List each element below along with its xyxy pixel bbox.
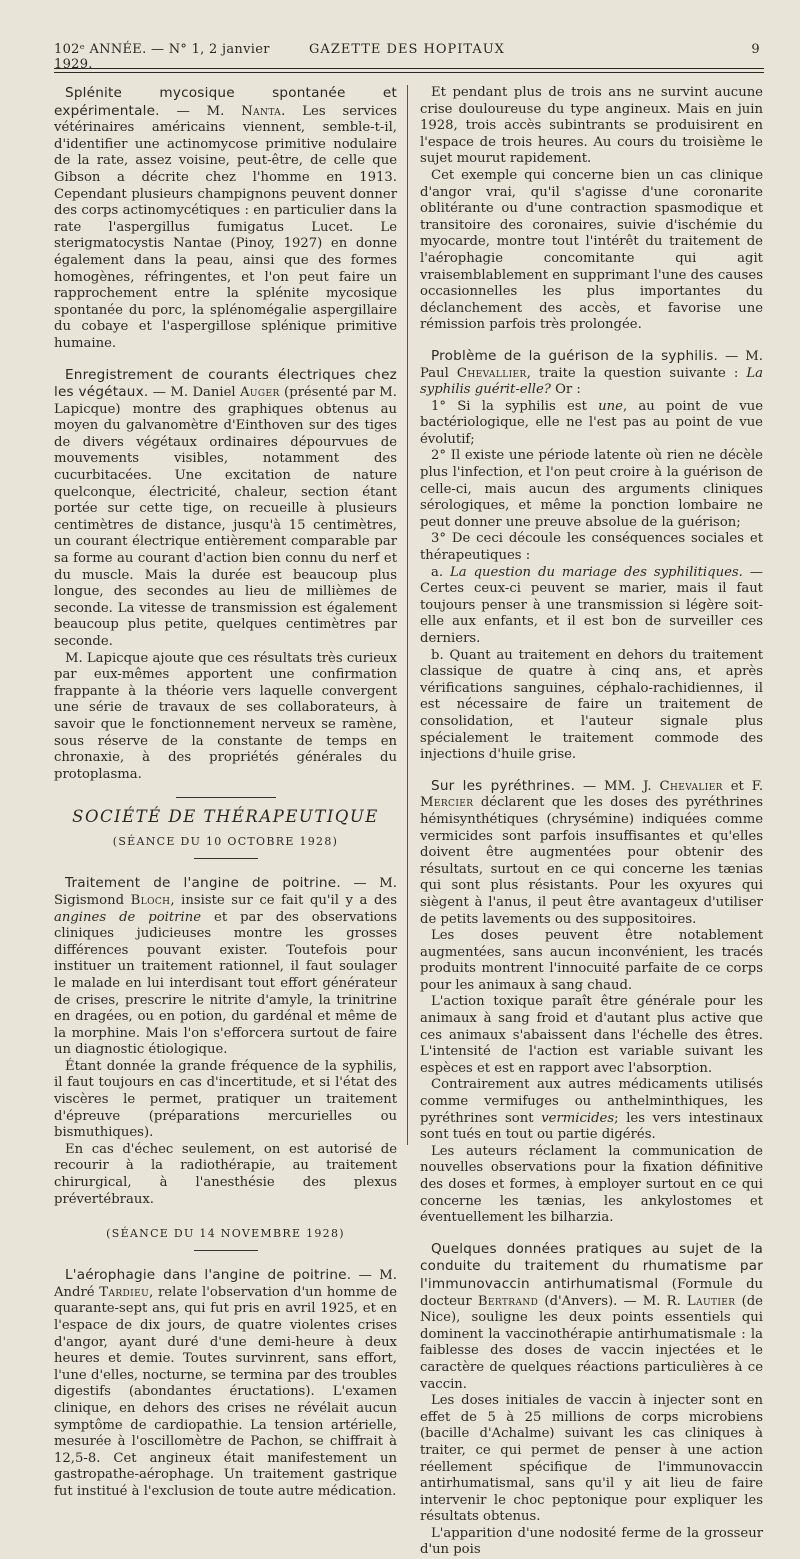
list-item: — Certes ceux-ci peuvent se marier, mais il faut toujours penser à une transmission si légère soit-elle aux enfants, et il est bon de surveiller ces derniers.: [420, 564, 763, 646]
dash: — M. Daniel: [148, 385, 240, 401]
article-title: Enregistrement de courants électriques chez les végétaux.: [54, 366, 397, 401]
article-text: , relate l'observation d'un homme de quarante-sept ans, qui fut pris en avril 1925, et en l'espace de dix jours, de quatre violentes crises d'angor, ayant duré d'une demi-heure à deux heures et demie. Toutes survinrent, sans effort, l'une d'elles, nocturne, se termina par des troubles digestifs (abondantes éructations). L'examen clinique, en dehors des crises ne révélait aucun symptôme de cardiopathie. La tension artérielle, mesurée à l'oscillomètre de Pachon, se chiffrait à 12,5-8. Cet angineux était manifestement un gastropathe-aérophage. Un traitement gastrique fut institué à l'exclusion de toute autre médication.: [54, 1284, 397, 1499]
author-name: Tardieu: [99, 1284, 150, 1300]
seance-date: (SÉANCE DU 10 OCTOBRE 1928): [112, 835, 339, 849]
short-divider: [194, 1250, 258, 1251]
italic-text: La question du mariage des syphilitiques.: [450, 564, 743, 580]
dash: — M. Paul: [420, 348, 763, 381]
paragraph: Contrairement aux autres médicaments utilisés comme vermifuges ou anthelminthiques, les pyréthrines sont: [420, 1077, 763, 1126]
article-title: L'aérophagie dans l'angine de poitrine.: [65, 1267, 352, 1284]
author-name: Mercier: [420, 795, 474, 811]
author-name: Nanta: [241, 103, 282, 119]
article-angine: [54, 875, 397, 1208]
article-title: Traitement de l'angine de poitrine.: [65, 875, 341, 892]
article-text: (de Nice), souligne les deux points essentiels qui dominent la vaccinothérapie antirhumatismale : la faiblesse des doses de vaccin injectées et le caractère de quelques réactions particulières à ce vaccin.: [420, 1293, 763, 1392]
paragraph: ; les vers intestinaux sont tués en tout ou partie digérés.: [420, 1110, 763, 1143]
paragraph: Cet exemple qui concerne bien un cas clinique d'angor vrai, qu'il s'agisse d'une coronarite oblitérante ou d'une contraction spasmodique et transitoire des coronaires, suivie d'ischémie du myocarde, montre tout l'intérêt du traitement de l'aérophagie concomitante qui agit vraisemblablement en supprimant l'une des causes occasionnelles les plus importantes du déclanchement des accès, et favorise une rémission parfois très prolongée.: [420, 167, 763, 333]
article-text: (Formule du docteur: [420, 1276, 764, 1309]
list-item: 3° De ceci découle les conséquences sociales et thérapeutiques :: [420, 531, 763, 564]
right-column: [408, 85, 764, 1558]
paragraph: M. Lapicque ajoute que ces résultats très curieux par eux-mêmes apportent une confirmation frappante à la théorie vers laquelle convergent une série de travaux de ses collaborateurs, à savoir que le fonctionnement nerveux se ramène, sous réserve de la constante de temps en chronaxie, à des propriétés générales du protoplasma.: [54, 650, 397, 782]
page-header: [54, 42, 764, 72]
page-number: 9: [751, 42, 760, 57]
article-text: . Les services vétérinaires américains viennent, semble-t-il, d'identifier une actinomycose primitive nodulaire de la rate, assez voisine, peut-être, de celle que Gibson a décrite chez l'homme en 1913. Cependant plusieurs champignons peuvent donner des corps actinomycétiques : en particulier dans la rate l'aspergillus fumigatus Lucet. Le sterigmatocystis Nantae (Pinoy, 1927) en donne également dans la peau, ainsi que des formes homogènes, réfringentes, et l'on peut faire un rapprochement entre la splénite mycosique spontanée du porc, la splénomégalie aspergillaire du cobaye et l'aspergillose splénique primitive humaine.: [54, 103, 397, 351]
society-heading: SOCIÉTÉ DE THÉRAPEUTIQUE: [72, 807, 379, 827]
author-name: Bertrand: [477, 1293, 539, 1309]
article-text: déclarent que les doses des pyréthrines hémisynthétiques (chrysémine) indiquées comme vermicides sont parfois insuffisantes et qu'elles doivent être augmentées pour obtenir des résultats, surtout en ce qui concerne les tænias qui sont plus résistants. Pour les oxyures qui siègent à l'anus, il peut être avantageux d'utiliser de petits lavements ou des suppositoires.: [420, 795, 763, 927]
dash: — M. Sigismond: [54, 876, 397, 908]
article-text: , traite la question suivante :: [526, 365, 747, 381]
dash: — M.: [159, 103, 242, 119]
article-text: Or :: [550, 382, 581, 398]
list-label: a.: [431, 564, 451, 580]
italic-text: La syphilis guérit-elle?: [420, 365, 764, 398]
article-splenite: [54, 85, 397, 353]
paragraph: L'action toxique paraît être générale pour les animaux à sang froid et d'autant plus active que ces animaux s'abaissent dans l'échelle des êtres. L'intensité de l'action est variable suivant les espèces et est en rapport avec l'absorption.: [420, 994, 763, 1076]
italic-text: vermicides: [541, 1110, 615, 1126]
article-text: (présenté par M. Lapicque) montre des graphiques obtenus au moyen du galvanomètre d'Einthoven sur des tiges de divers végétaux ordinaires dépourvues de mouvements visibles, notamment des cucurbitacées. Une excitation de nature quelconque, électricité, chaleur, section étant portée sur cette tige, on recueille à plusieurs centimètres de distance, jusqu'à 15 centimètres, un courant électrique entièrement comparable par sa forme au courant d'action bien connu du nerf et du muscle. Mais la durée est beaucoup plus longue, des secondes au lieu de millièmes de seconde. La vitesse de transmission est également beaucoup plus petite, quelques centimètres par seconde.: [54, 385, 397, 649]
list-item: b. Quant au traitement en dehors du traitement classique de quatre à cinq ans, et après vérifications sanguines, céphalo-rachidiennes, il est nécessaire de faire un traitement de consolidation, et l'auteur signale plus spécialement le traitement commode des injections d'huile grise.: [420, 647, 763, 763]
author-name: Bloch: [130, 892, 171, 908]
italic-text: angines de poitrine: [54, 909, 202, 925]
section-divider: [176, 797, 276, 798]
dash: — M. André: [54, 1268, 397, 1300]
author-name: Chevallier: [456, 365, 527, 381]
article-rhumatisme: [420, 1241, 763, 1559]
article-text: , insiste sur ce fait qu'il y a des: [170, 892, 397, 908]
journal-title: GAZETTE DES HOPITAUX: [309, 42, 505, 57]
article-courants: [54, 367, 397, 784]
list-item: 1° Si la syphilis est: [431, 398, 599, 414]
list-item: , au point de vue bactériologique, elle ne l'est pas au point de vue évolutif;: [420, 398, 763, 447]
article-pyrethrines: [420, 778, 763, 1227]
dash: — MM. J.: [575, 778, 660, 794]
paragraph: Les auteurs réclament la communication de nouvelles observations pour la fixation définitive des doses et formes, à employer surtout en ce qui concerne les tænias, les ankylostomes et éventuellement les bilharzia.: [420, 1143, 763, 1226]
author-name: Lautier: [686, 1293, 736, 1309]
paragraph: Les doses peuvent être notablement augmentées, sans aucun inconvénient, les tracés produits montrent l'innocuité parfaite de ce corps pour les animaux à sang chaud.: [420, 928, 763, 993]
paragraph: Les doses initiales de vaccin à injecter sont en effet de 5 à 25 millions de corps microbiens (bacille d'Achalme) suivant les cas cliniques à traiter, ce qui permet de penser à une action réellement spécifique de l'immunovaccin antirhumatismal, sans qu'il y ait lieu de faire intervenir le choc peptonique pour expliquer les résultats obtenus.: [420, 1393, 763, 1525]
article-text: et par des observations cliniques judicieuses montre les grosses différences pouvant exister. Toutefois pour instituer un traitement rationnel, il faut soulager le malade en lui interdisant tout effort générateur de crises, prescrire le nitrite d'amyle, la trinitrine en dragées, ou en potion, du gardénal et même de la morphine. Mais l'on s'efforcera surtout de faire un diagnostic étiologique.: [54, 909, 397, 1058]
conjunction: et F.: [722, 778, 764, 794]
paragraph: Et pendant plus de trois ans ne survint aucune crise douloureuse du type angineux. Mais en juin 1928, trois accès subintrants se produisirent en l'espace de trois heures. Au cours du troisième le sujet mourut rapidement.: [420, 85, 763, 167]
issue-info: 102ᵉ ANNÉE. — N° 1, 2 janvier 1929.: [54, 42, 270, 72]
left-column: [54, 85, 408, 1499]
author-name: Chevalier: [659, 778, 723, 794]
article-text: (d'Anvers). — M. R.: [538, 1293, 687, 1309]
seance-date: (SÉANCE DU 14 NOVEMBRE 1928): [106, 1227, 345, 1241]
article-aerophagie: [54, 1267, 397, 1500]
italic-text: une: [598, 398, 623, 414]
paragraph: L'apparition d'une nodosité ferme de la grosseur d'un pois: [420, 1525, 763, 1558]
article-syphilis: [420, 348, 763, 764]
author-name: Auger: [240, 385, 280, 401]
article-title: Splénite mycosique spontanée et expérimentale.: [54, 85, 397, 119]
article-title: Sur les pyréthrines.: [431, 777, 576, 794]
text-columns: [54, 85, 764, 1558]
paragraph: Étant donnée la grande fréquence de la syphilis, il faut toujours en cas d'incertitude, et si l'état des viscères le permet, pratiquer un traitement d'épreuve (préparations mercurielles ou bismuthiques).: [54, 1058, 397, 1141]
article-title: Problème de la guérison de la syphilis.: [431, 347, 719, 364]
short-divider: [194, 858, 258, 859]
article-title: Quelques données pratiques au sujet de la conduite du traitement du rhumatisme par l'immunovaccin antirhumatismal: [420, 1240, 763, 1292]
list-item: 2° Il existe une période latente où rien ne décèle plus l'infection, et l'on peut croire à la guérison de celle-ci, mais aucun des arguments cliniques sérologiques, et même la ponction lombaire ne peut donner une preuve absolue de la guérison;: [420, 448, 763, 530]
paragraph: En cas d'échec seulement, on est autorisé de recourir à la radiothérapie, au traitement chirurgical, à l'anesthésie des plexus prévertébraux.: [54, 1141, 397, 1207]
